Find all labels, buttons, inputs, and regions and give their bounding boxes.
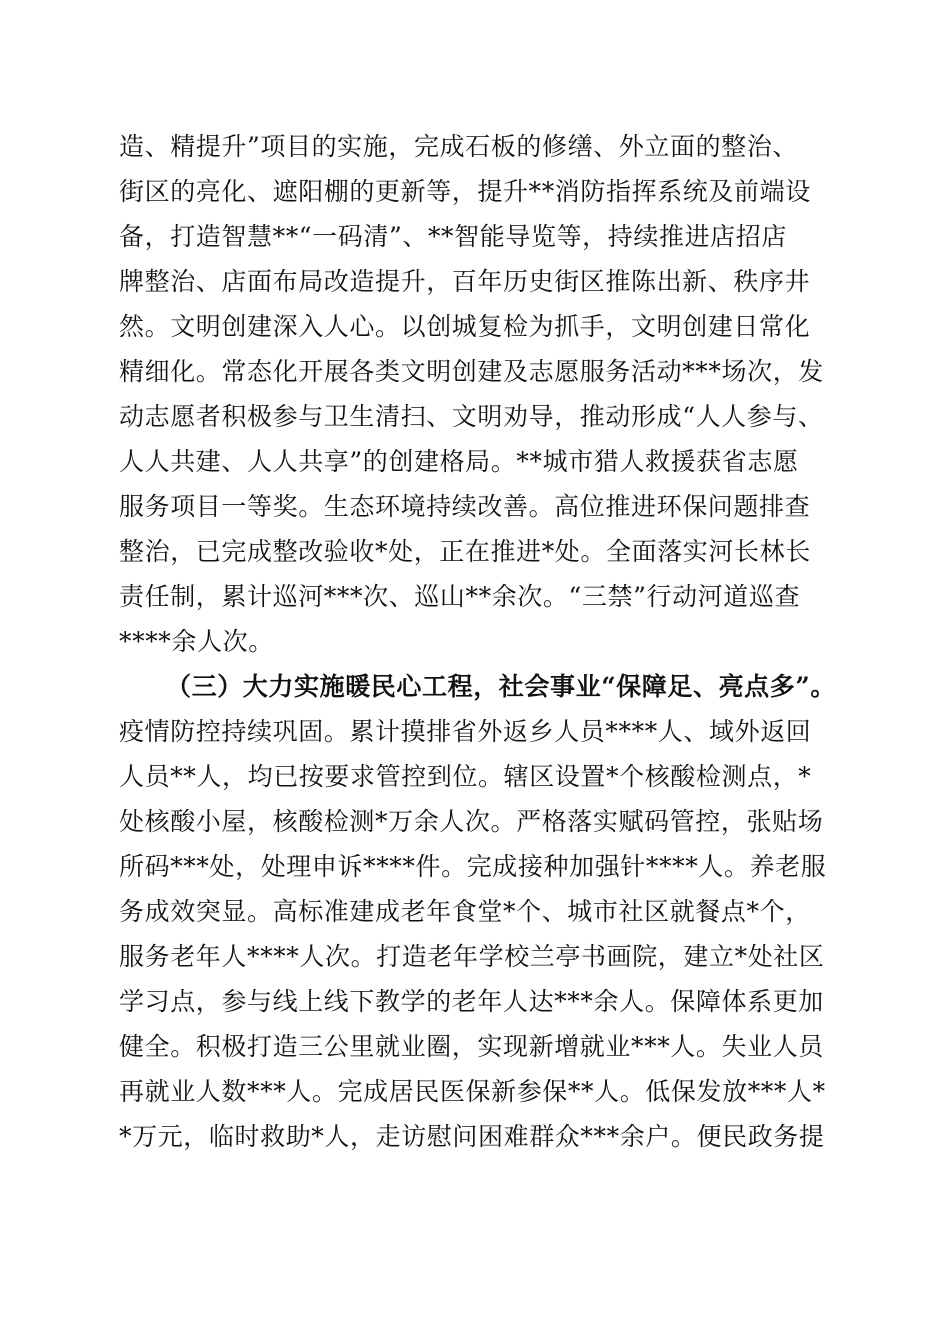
paragraph-line: 务成效突显。高标准建成老年食堂*个、城市社区就餐点*个，: [119, 897, 811, 926]
section-heading: （三）大力实施暖民心工程，社会事业“保障足、亮点多”。: [166, 672, 836, 701]
paragraph-line: 所码***处，处理申诉****件。完成接种加强针****人。养老服: [119, 852, 827, 881]
paragraph-line: 疫情防控持续巩固。累计摸排省外返乡人员****人、域外返回: [119, 717, 812, 746]
paragraph-line: 人员**人，均已按要求管控到位。辖区设置*个核酸检测点，*: [119, 762, 812, 791]
paragraph-line: 人人共建、人人共享”的创建格局。**城市猎人救援获省志愿: [119, 447, 799, 476]
paragraph-line: 责任制，累计巡河***次、巡山**余次。“三禁”行动河道巡查: [119, 582, 801, 611]
paragraph-line: 造、精提升”项目的实施，完成石板的修缮、外立面的整治、: [119, 132, 798, 161]
paragraph-line: 牌整治、店面布局改造提升，百年历史街区推陈出新、秩序井: [119, 267, 811, 296]
paragraph-line: 然。文明创建深入人心。以创城复检为抓手，文明创建日常化: [119, 312, 811, 341]
paragraph-line: ****余人次。: [119, 627, 274, 656]
paragraph-line: 服务项目一等奖。生态环境持续改善。高位推进环保问题排查: [119, 492, 811, 521]
paragraph-line: 学习点，参与线上线下教学的老年人达***余人。保障体系更加: [119, 987, 824, 1016]
paragraph-line: 备，打造智慧**“一码清”、**智能导览等，持续推进店招店: [119, 222, 787, 251]
paragraph-line: *万元，临时救助*人，走访慰问困难群众***余户。便民政务提: [119, 1122, 825, 1151]
paragraph-line: 整治，已完成整改验收*处，正在推进*处。全面落实河长林长: [119, 537, 811, 566]
paragraph-line: 服务老年人****人次。打造老年学校兰亭书画院，建立*处社区: [119, 942, 825, 971]
paragraph-line: 精细化。常态化开展各类文明创建及志愿服务活动***场次，发: [119, 357, 824, 386]
paragraph-line: 动志愿者积极参与卫生清扫、文明劝导，推动形成“人人参与、: [119, 402, 824, 431]
paragraph-line: 街区的亮化、遮阳棚的更新等，提升**消防指挥系统及前端设: [119, 177, 811, 206]
paragraph-line: 再就业人数***人。完成居民医保新参保**人。低保发放***人*: [119, 1077, 826, 1106]
paragraph-line: 健全。积极打造三公里就业圈，实现新增就业***人。失业人员: [119, 1032, 824, 1061]
paragraph-line: 处核酸小屋，核酸检测*万余人次。严格落实赋码管控，张贴场: [119, 807, 824, 836]
